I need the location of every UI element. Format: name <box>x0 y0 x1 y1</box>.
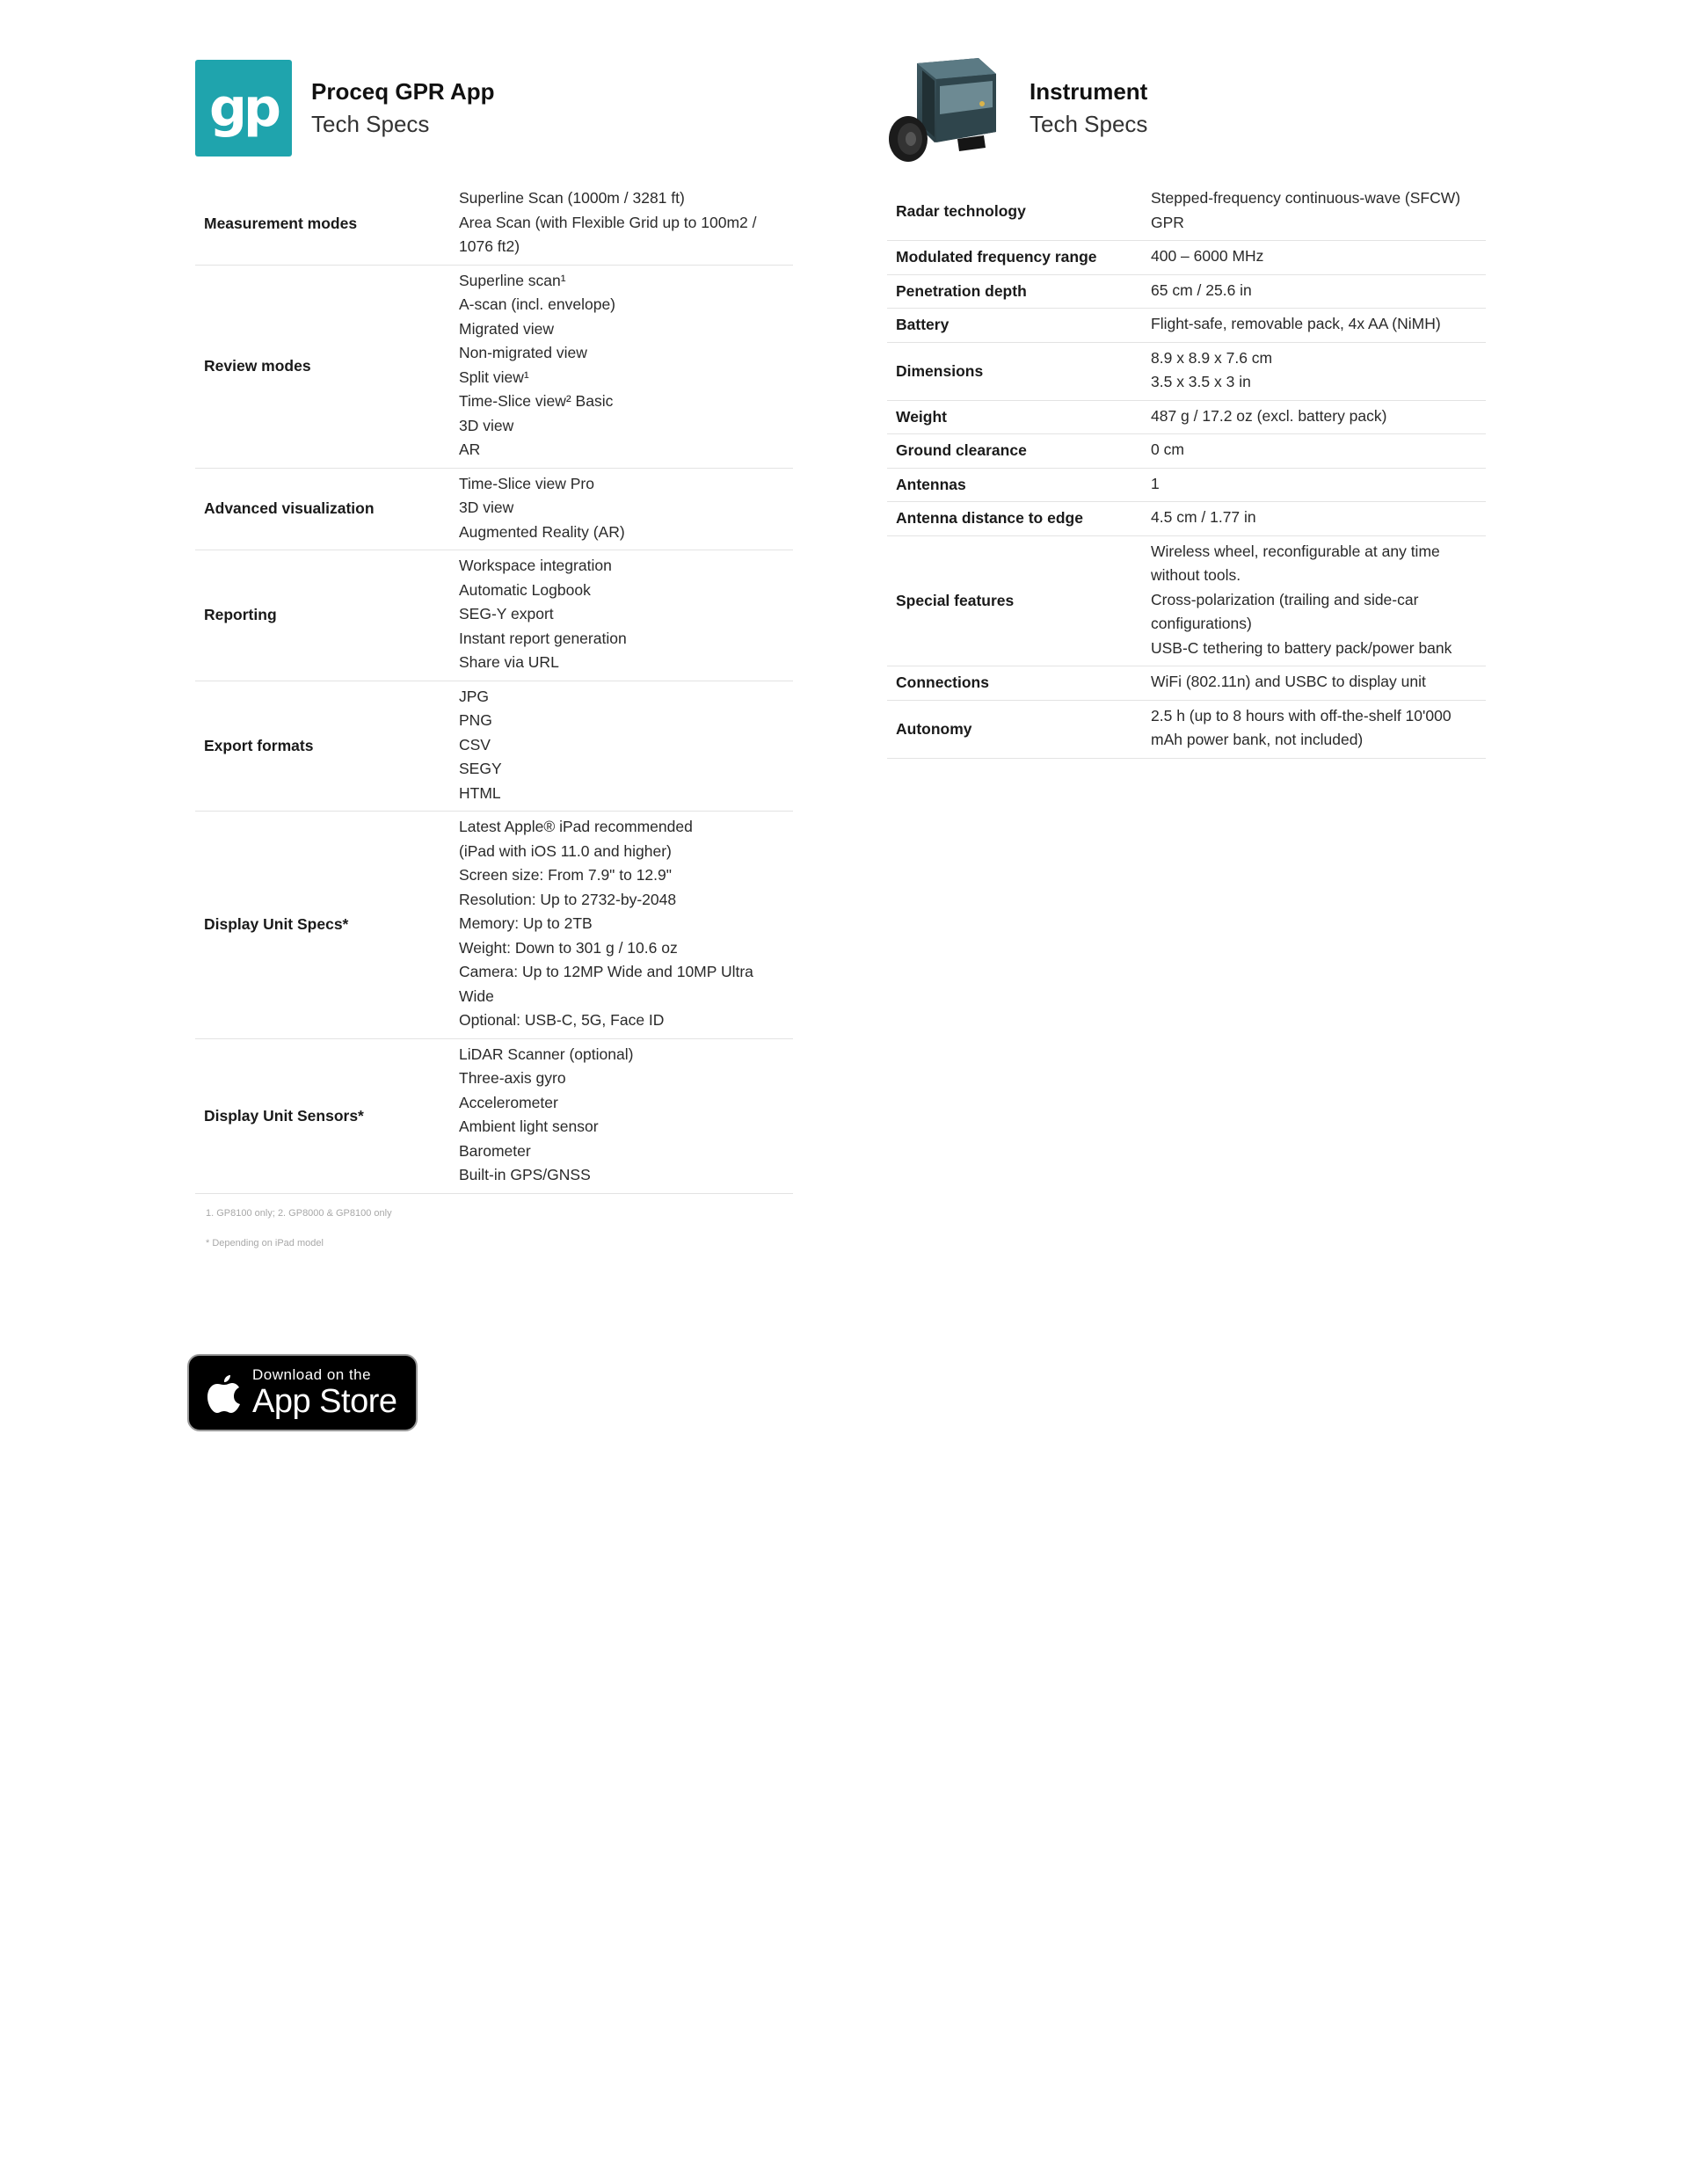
app-subtitle: Tech Specs <box>311 111 430 137</box>
spec-value-line: Stepped-frequency continuous-wave (SFCW) <box>1151 189 1461 207</box>
gpr-app-logo-icon: gp <box>195 60 292 157</box>
spec-value-line: Non-migrated view <box>459 344 587 361</box>
spec-value-line: Area Scan (with Flexible Grid up to 100m2 / <box>459 213 757 231</box>
spec-value-line: Superline Scan (1000m / 3281 ft) <box>459 189 685 207</box>
instrument-header <box>887 51 1147 165</box>
spec-value-line: JPG <box>459 687 490 705</box>
app-spec-table <box>195 183 793 1194</box>
app-header-text <box>311 76 495 141</box>
spec-value-line: configurations) <box>1151 615 1252 632</box>
spec-row <box>887 241 1486 275</box>
spec-value <box>1142 468 1486 502</box>
spec-value-line: CSV <box>459 735 491 753</box>
instrument-header-text <box>1030 76 1147 141</box>
spec-value-line: Resolution: Up to 2732-by-2048 <box>459 890 677 908</box>
spec-value <box>1142 183 1486 241</box>
spec-value <box>1142 666 1486 701</box>
spec-value <box>450 550 793 681</box>
spec-value-line: mAh power bank, not included) <box>1151 731 1364 748</box>
spec-row <box>887 700 1486 758</box>
spec-value-line: AR <box>459 440 481 458</box>
spec-value-line: Latest Apple® iPad recommended <box>459 818 693 835</box>
spec-value-line: 3D view <box>459 416 514 434</box>
spec-label: Penetration depth <box>896 281 1027 300</box>
footnote-models: 1. GP8100 only; 2. GP8000 & GP8100 only <box>206 1208 392 1219</box>
app-store-small-text: Download on the <box>252 1366 372 1383</box>
spec-value-line: 400 – 6000 MHz <box>1151 247 1264 265</box>
spec-row <box>887 502 1486 536</box>
instrument-subtitle: Tech Specs <box>1030 111 1148 137</box>
spec-row <box>195 550 793 681</box>
app-title: Proceq GPR App <box>311 78 495 105</box>
spec-label: Dimensions <box>896 361 984 380</box>
spec-value <box>1142 342 1486 400</box>
spec-value-line: Automatic Logbook <box>459 580 591 599</box>
spec-value-line: Built-in GPS/GNSS <box>459 1166 591 1183</box>
spec-row <box>195 468 793 550</box>
spec-value-line: 1076 ft2) <box>459 237 520 255</box>
spec-value-line: Instant report generation <box>459 629 627 647</box>
spec-value-line: 2.5 h (up to 8 hours with off-the-shelf 10'000 <box>1151 706 1452 724</box>
spec-label: Battery <box>896 316 950 334</box>
spec-value-line: USB-C tethering to battery pack/power bank <box>1151 638 1452 657</box>
spec-value-line: Superline scan¹ <box>459 271 566 289</box>
spec-label: Radar technology <box>896 202 1026 220</box>
spec-value-line: 3.5 x 3.5 x 3 in <box>1151 373 1251 390</box>
apple-logo-icon <box>207 1372 242 1414</box>
spec-value-line: without tools. <box>1151 566 1241 584</box>
spec-value <box>450 681 793 812</box>
spec-value-line: Optional: USB-C, 5G, Face ID <box>459 1011 665 1029</box>
spec-value-line: Time-Slice view² Basic <box>459 392 614 410</box>
spec-row <box>887 342 1486 400</box>
spec-value <box>1142 434 1486 469</box>
spec-row <box>195 1038 793 1193</box>
spec-label: Review modes <box>204 357 311 375</box>
spec-value-line: GPR <box>1151 213 1184 231</box>
spec-label: Antenna distance to edge <box>896 509 1083 528</box>
spec-row <box>887 535 1486 666</box>
spec-label: Display Unit Sensors* <box>204 1106 364 1125</box>
spec-value-line: Barometer <box>459 1141 531 1160</box>
spec-row <box>887 468 1486 502</box>
spec-value-line: Wireless wheel, reconfigurable at any time <box>1151 542 1440 560</box>
spec-value-line: A-scan (incl. envelope) <box>459 295 615 313</box>
spec-label: Advanced visualization <box>204 499 375 518</box>
spec-row <box>887 183 1486 241</box>
spec-value <box>1142 309 1486 343</box>
spec-value-line: 4.5 cm / 1.77 in <box>1151 508 1256 526</box>
app-store-big-text: App Store <box>252 1383 397 1420</box>
spec-value-line: 8.9 x 8.9 x 7.6 cm <box>1151 348 1273 367</box>
gpr-instrument-icon <box>887 51 1007 165</box>
spec-value <box>450 265 793 468</box>
spec-label: Export formats <box>204 736 314 754</box>
spec-label: Antennas <box>896 475 966 493</box>
spec-value-line: SEGY <box>459 760 502 777</box>
spec-value-line: Time-Slice view Pro <box>459 474 594 492</box>
spec-value <box>450 468 793 550</box>
spec-value <box>1142 241 1486 275</box>
spec-value-line: Migrated view <box>459 319 554 338</box>
spec-value-line: 487 g / 17.2 oz (excl. battery pack) <box>1151 406 1387 425</box>
spec-value-line: Augmented Reality (AR) <box>459 522 625 541</box>
spec-value-line: 0 cm <box>1151 440 1184 458</box>
spec-value <box>1142 502 1486 536</box>
spec-row <box>195 681 793 812</box>
spec-label: Reporting <box>204 606 277 624</box>
spec-value-line: Share via URL <box>459 653 559 671</box>
instrument-spec-table <box>887 183 1486 759</box>
app-header <box>195 60 495 157</box>
spec-label: Connections <box>896 673 989 692</box>
spec-value-line: Camera: Up to 12MP Wide and 10MP Ultra <box>459 963 753 980</box>
spec-value-line: Screen size: From 7.9" to 12.9" <box>459 866 672 884</box>
spec-value-line: Weight: Down to 301 g / 10.6 oz <box>459 938 678 957</box>
spec-label: Display Unit Specs* <box>204 915 349 934</box>
spec-value-line: WiFi (802.11n) and USBC to display unit <box>1151 673 1426 690</box>
spec-value <box>1142 535 1486 666</box>
spec-label: Autonomy <box>896 719 972 738</box>
spec-value-line: Ambient light sensor <box>459 1117 599 1135</box>
spec-label: Special features <box>896 591 1015 609</box>
spec-label: Modulated frequency range <box>896 248 1097 266</box>
spec-value-line: Workspace integration <box>459 557 612 574</box>
spec-row <box>887 274 1486 309</box>
app-store-badge-button[interactable] <box>187 1354 418 1431</box>
spec-value <box>450 1038 793 1193</box>
spec-value-line: LiDAR Scanner (optional) <box>459 1045 634 1063</box>
spec-value-line: 1 <box>1151 474 1160 492</box>
spec-value-line: (iPad with iOS 11.0 and higher) <box>459 841 672 860</box>
spec-value-line: SEG-Y export <box>459 605 554 622</box>
footnote-ipad: * Depending on iPad model <box>206 1238 324 1249</box>
spec-value-line: 3D view <box>459 499 514 516</box>
spec-value <box>1142 700 1486 758</box>
spec-value <box>450 812 793 1039</box>
spec-value-line: Split view¹ <box>459 368 529 386</box>
spec-row <box>887 400 1486 434</box>
spec-value-line: Memory: Up to 2TB <box>459 914 593 932</box>
app-store-text <box>252 1366 397 1419</box>
spec-value <box>1142 400 1486 434</box>
spec-label: Measurement modes <box>204 214 358 232</box>
spec-value-line: Flight-safe, removable pack, 4x AA (NiMH) <box>1151 315 1441 332</box>
spec-row <box>887 666 1486 701</box>
spec-value-line: Three-axis gyro <box>459 1069 566 1087</box>
spec-value <box>1142 274 1486 309</box>
spec-value-line: 65 cm / 25.6 in <box>1151 280 1252 299</box>
spec-row <box>195 265 793 468</box>
spec-row <box>887 434 1486 469</box>
spec-value-line: Wide <box>459 986 494 1005</box>
spec-label: Ground clearance <box>896 441 1027 460</box>
spec-row <box>887 309 1486 343</box>
spec-label: Weight <box>896 407 948 426</box>
spec-value-line: Cross-polarization (trailing and side-car <box>1151 590 1419 608</box>
instrument-title: Instrument <box>1030 78 1148 105</box>
spec-row <box>195 183 793 265</box>
spec-value-line: PNG <box>459 711 492 729</box>
spec-value-line: HTML <box>459 783 501 802</box>
spec-value <box>450 183 793 265</box>
spec-row <box>195 812 793 1039</box>
spec-value-line: Accelerometer <box>459 1093 558 1111</box>
